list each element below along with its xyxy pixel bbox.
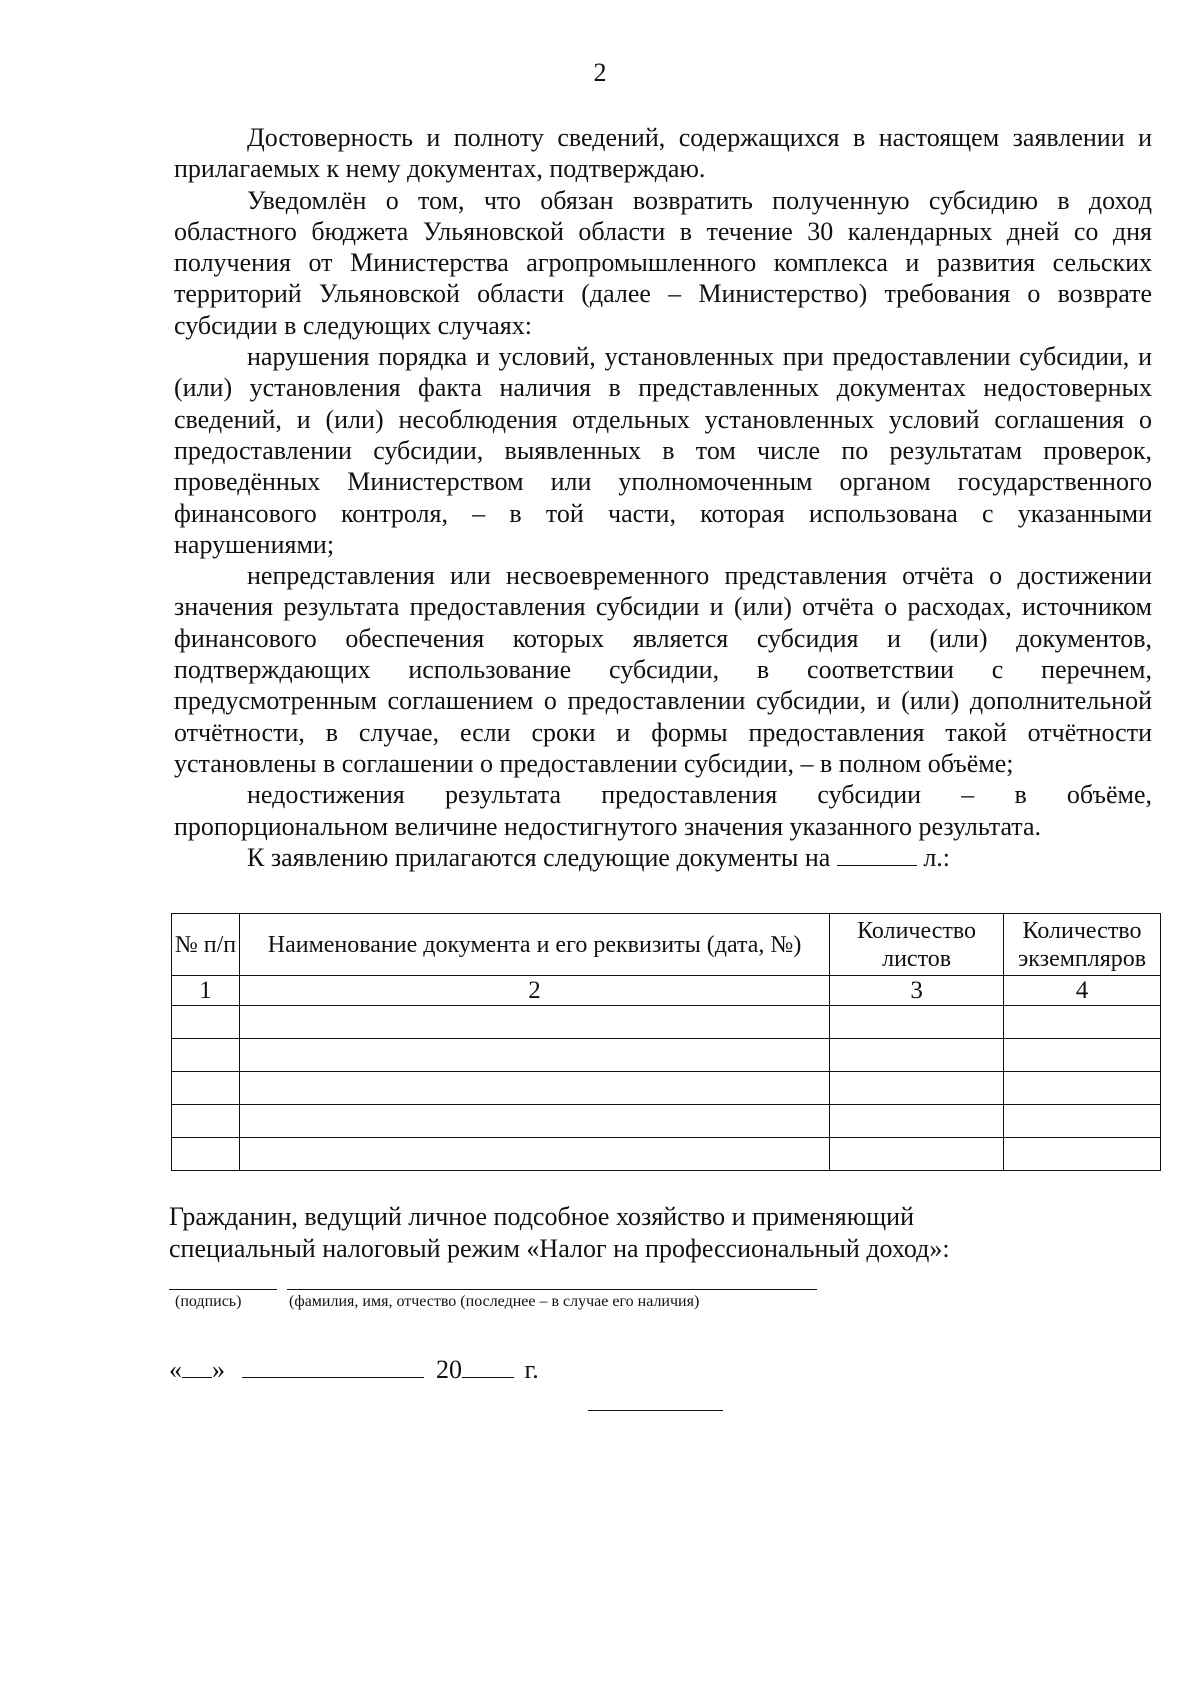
cell-copies[interactable] [1004, 1105, 1161, 1138]
table-row [172, 1072, 1161, 1105]
paragraph-refund-notice: Уведомлён о том, что обязан возвратить полученную субсидию в доход областного бюджета Ульяновской области в течение 30 календарных дней со дня получения от Министерства агропромышленного комплекса и развития сельских территорий Ульяновской области (далее – Министерство) требования о возврате субсидии в следующих случаях: [174, 185, 1152, 340]
year-suffix: г. [524, 1355, 539, 1384]
paragraph-case-result: недостижения результата предоставления субсидии – в объёме, пропорциональном величине недостигнутого значения указанного результата. [174, 780, 1152, 841]
cell-copies[interactable] [1004, 1072, 1161, 1105]
paragraph-case-reports: непредставления или несвоевременного представления отчёта о достижении значения результата предоставления субсидии и (или) отчёта о расходах, источником финансового обеспечения которых является субсидия и (или) документов, подтверждающих использование субсидии, в соответствии с перечнем, предусмотренным соглашением о предоставлении субсидии, и (или) дополнительной отчётности, в случае, если сроки и формы предоставления такой отчётности установлены в соглашении о предоставлении субсидии, – в полном объёме; [174, 561, 1152, 778]
table-row [172, 1006, 1161, 1039]
cell-copies[interactable] [1004, 1006, 1161, 1039]
column-number-row [172, 976, 1161, 1006]
cell-number[interactable] [172, 1006, 240, 1039]
month-blank[interactable] [242, 1355, 424, 1378]
header-document-name: Наименование документа и его реквизиты (дата, №) [239, 914, 829, 976]
citizen-declaration [169, 1201, 1129, 1264]
day-blank[interactable] [182, 1355, 212, 1378]
table-row [172, 1105, 1161, 1138]
cell-sheets[interactable] [830, 1006, 1004, 1039]
column-number-2: 2 [239, 976, 829, 1006]
table-row [172, 1039, 1161, 1072]
attachments-unit: л.: [923, 842, 951, 872]
cell-number[interactable] [172, 1138, 240, 1171]
cell-sheets[interactable] [830, 1105, 1004, 1138]
cell-document[interactable] [239, 1105, 829, 1138]
cell-document[interactable] [239, 1006, 829, 1039]
column-number-4: 4 [1004, 976, 1161, 1006]
cell-sheets[interactable] [830, 1039, 1004, 1072]
signature-line[interactable] [169, 1289, 277, 1290]
body-text [174, 122, 1152, 873]
column-number-1: 1 [172, 976, 240, 1006]
header-copy-count: Количество экземпляров [1004, 914, 1161, 976]
cell-copies[interactable] [1004, 1138, 1161, 1171]
header-number: № п/п [172, 914, 240, 976]
date-line [169, 1355, 539, 1385]
full-name-line[interactable] [287, 1289, 817, 1290]
cell-number[interactable] [172, 1072, 240, 1105]
paragraph-case-violation: нарушения порядка и условий, установленных при предоставлении субсидии, и (или) установления факта наличия в представленных документах недостоверных сведений, и (или) несоблюдения отдельных установленных условий соглашения о предоставлении субсидии, выявленных в том числе по результатам проверок, проведённых Министерством или уполномоченным органом государственного финансового контроля, – в той части, которая использована с указанными нарушениями; [174, 342, 1152, 559]
table-header-row [172, 914, 1161, 976]
cell-sheets[interactable] [830, 1138, 1004, 1171]
attachments-line [174, 842, 1152, 873]
page-number: 2 [593, 58, 607, 87]
citizen-line-1: Гражданин, ведущий личное подсобное хозяйство и применяющий [169, 1202, 915, 1231]
cell-number[interactable] [172, 1039, 240, 1072]
signature-caption: (подпись) [175, 1293, 242, 1310]
date-open-quote: « [169, 1355, 182, 1384]
header-sheet-count: Количество листов [830, 914, 1004, 976]
attachments-intro: К заявлению прилагаются следующие документы на [247, 842, 831, 872]
cell-document[interactable] [239, 1072, 829, 1105]
sheet-count-blank[interactable] [837, 845, 917, 866]
year-century: 20 [436, 1355, 462, 1384]
column-number-3: 3 [830, 976, 1004, 1006]
cell-sheets[interactable] [830, 1072, 1004, 1105]
date-close-quote: » [212, 1355, 225, 1384]
year-blank[interactable] [462, 1355, 514, 1378]
cell-copies[interactable] [1004, 1039, 1161, 1072]
full-name-caption: (фамилия, имя, отчество (последнее – в случае его наличия) [289, 1293, 700, 1310]
table-row [172, 1138, 1161, 1171]
end-divider [588, 1410, 723, 1411]
cell-document[interactable] [239, 1138, 829, 1171]
citizen-line-2: специальный налоговый режим «Налог на профессиональный доход»: [169, 1233, 950, 1263]
documents-table [171, 913, 1161, 1171]
paragraph-confirmation: Достоверность и полноту сведений, содержащихся в настоящем заявлении и прилагаемых к нему документах, подтверждаю. [174, 123, 1152, 184]
cell-number[interactable] [172, 1105, 240, 1138]
cell-document[interactable] [239, 1039, 829, 1072]
